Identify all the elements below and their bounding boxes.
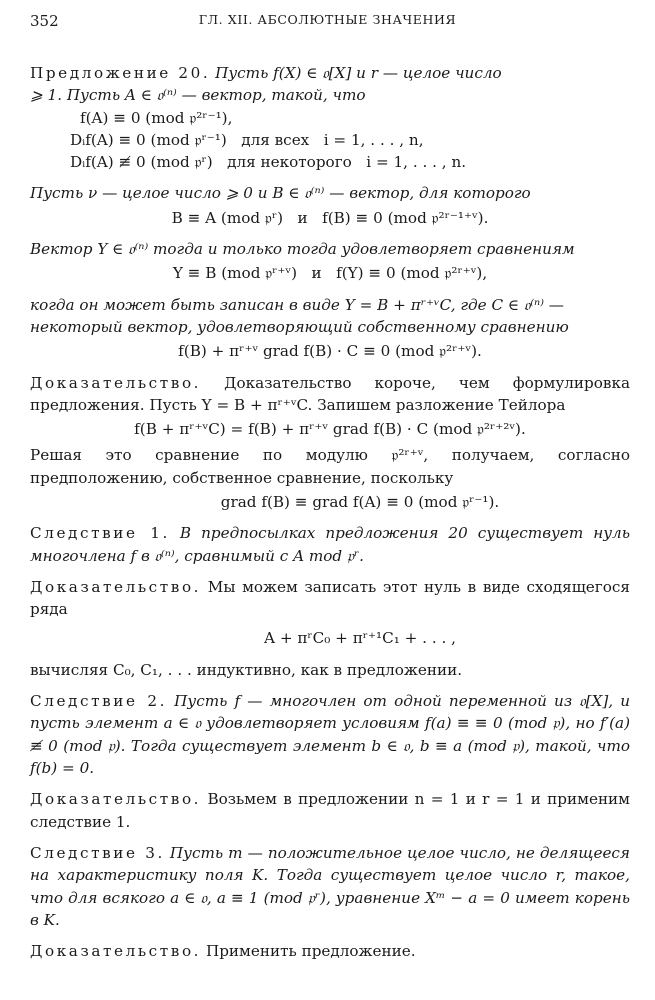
condition-3: Dᵢf(A) ≢ 0 (mod 𝔭ʳ) для некоторого i = 1, . . . , n.	[70, 153, 467, 172]
proof-2	[30, 576, 630, 621]
corollary-text: Пусть f — многочлен от одной переменной из 𝔬[X], и пусть элемент a ∈ 𝔬 удовлетворяет условиям f(a) ≡ ≡ 0 (mod 𝔭), но f′(a) ≢ 0 (mod 𝔭). Тогда существует элемент b ∈ 𝔬, b ≡ a (mod 𝔭), такой, что f(b) = 0.	[30, 692, 631, 778]
corollary-label: Следствие 1.	[30, 524, 170, 543]
proposition-text: Пусть f(X) ∈ 𝔬[X] и r — целое число	[215, 64, 502, 82]
corollary-label: Следствие 2.	[30, 692, 168, 711]
proof-text: Мы можем записать этот нуль в виде сходящегося ряда	[30, 577, 630, 619]
page-header	[0, 12, 655, 34]
proof-1-continued: Решая это сравнение по модулю 𝔭²ʳ⁺ᵛ, получаем, согласно предположению, собственное сравнение, поскольку	[30, 446, 630, 487]
condition-2: Dᵢf(A) ≡ 0 (mod 𝔭ʳ⁻¹) для всех i = 1, . . . , n,	[70, 130, 424, 149]
proof-text: Применить предложение.	[205, 942, 416, 961]
proposition-label: Предложение 20.	[30, 64, 211, 82]
proof-1	[30, 372, 630, 417]
proof-2-continued: вычисляя C₀, C₁, . . . индуктивно, как в предложении.	[30, 660, 463, 679]
gradient-equation: grad f(B) ≡ grad f(A) ≡ 0 (mod 𝔭ʳ⁻¹).	[220, 493, 500, 512]
proof-label: Доказательство.	[30, 577, 202, 596]
condition-1: f(A) ≡ 0 (mod 𝔭²ʳ⁻¹),	[80, 108, 233, 127]
equation-3: f(B) + πʳ⁺ᵛ grad f(B) · C ≡ 0 (mod 𝔭²ʳ⁺ᵛ).	[178, 342, 482, 361]
corollary-1	[30, 522, 630, 567]
taylor-equation: f(B + πʳ⁺ᵛC) = f(B) + πʳ⁺ᵛ grad f(B) · C (mod 𝔭²ʳ⁺²ᵛ).	[134, 420, 526, 439]
corollary-text: Пусть m — положительное целое число, не делящееся на характеристику поля K. Тогда существует целое число r, такое, что для всякого a ∈ 𝔬, a ≡ 1 (mod 𝔭ʳ), уравнение Xᵐ − a = 0 имеет корень в K.	[30, 843, 630, 929]
corollary-label: Следствие 3.	[30, 843, 165, 862]
proof-text: Доказательство короче, чем формулировка предложения. Пусть Y = B + πʳ⁺ᵛC. Запишем разложение Тейлора	[30, 373, 630, 414]
proof-label: Доказательство.	[30, 373, 202, 392]
page-number: 352	[30, 12, 59, 30]
proposition-20-line-4: Вектор Y ∈ 𝔬⁽ⁿ⁾ тогда и только тогда удовлетворяет сравнениям	[30, 240, 575, 259]
proof-label: Доказательство.	[30, 942, 202, 961]
proposition-20-line-1	[30, 62, 630, 84]
equation-1: B ≡ A (mod 𝔭ʳ) и f(B) ≡ 0 (mod 𝔭²ʳ⁻¹⁺ᵛ).	[171, 208, 489, 227]
proposition-20-line-6: некоторый вектор, удовлетворяющий собственному сравнению	[30, 317, 569, 336]
series-equation: A + πʳC₀ + πʳ⁺¹C₁ + . . . ,	[264, 628, 456, 647]
proof-3	[30, 788, 630, 833]
proof-text: Возьмем в предложении n = 1 и r = 1 и применим следствие 1.	[30, 790, 630, 831]
running-title: ГЛ. XII. АБСОЛЮТНЫЕ ЗНАЧЕНИЯ	[198, 12, 457, 27]
proof-label: Доказательство.	[30, 790, 202, 809]
proposition-20-line-2: ⩾ 1. Пусть A ∈ 𝔬⁽ⁿ⁾ — вектор, такой, что	[30, 86, 366, 105]
proposition-20-line-3: Пусть ν — целое число ⩾ 0 и B ∈ 𝔬⁽ⁿ⁾ — вектор, для которого	[30, 184, 531, 203]
corollary-text: В предпосылках предложения 20 существует нуль многочлена f в 𝔬⁽ⁿ⁾, сравнимый с A mod 𝔭ʳ.	[30, 524, 631, 565]
proposition-20-line-5: когда он может быть записан в виде Y = B + πʳ⁺ᵛC, где C ∈ 𝔬⁽ⁿ⁾ —	[30, 295, 564, 314]
corollary-2	[30, 690, 630, 779]
page-body	[30, 62, 630, 962]
equation-2: Y ≡ B (mod 𝔭ʳ⁺ᵛ) и f(Y) ≡ 0 (mod 𝔭²ʳ⁺ᵛ),	[172, 264, 488, 283]
proof-4	[30, 940, 630, 962]
corollary-3	[30, 842, 630, 931]
